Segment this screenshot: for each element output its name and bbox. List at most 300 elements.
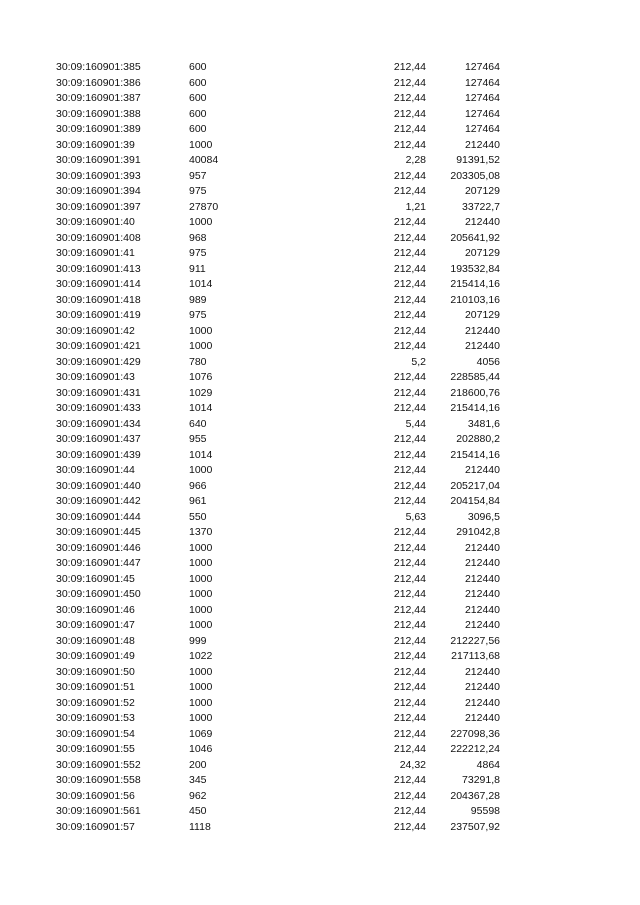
- total-cell: 227098,36: [450, 727, 500, 740]
- total-cell: 218600,76: [450, 386, 500, 399]
- cadastral-number-cell: 30:09:160901:442: [56, 495, 141, 507]
- unit-price-cell: 212,44: [393, 402, 426, 414]
- quantity-cell: 1000: [189, 557, 213, 569]
- total-cell: 212440: [464, 681, 500, 693]
- total-cell: 205641,92: [450, 231, 500, 244]
- quantity-cell: 1014: [189, 448, 213, 461]
- cadastral-number-cell: 30:09:160901:419: [56, 309, 141, 321]
- spacer-cell: [289, 448, 355, 464]
- quantity-cell: 1014: [189, 402, 213, 414]
- quantity-cell: 200: [189, 758, 207, 771]
- unit-price-cell: 212,44: [393, 448, 426, 461]
- unit-price-cell: 212,44: [393, 138, 426, 151]
- quantity-cell: 640: [189, 417, 207, 430]
- unit-price-cell: 212,44: [393, 107, 426, 120]
- unit-price-cell: 212,44: [393, 681, 426, 693]
- table-row: [56, 479, 500, 495]
- spacer-cell: [289, 494, 355, 510]
- table-row: [56, 262, 500, 278]
- quantity-cell: 1029: [189, 386, 213, 399]
- total-cell: 212440: [464, 603, 500, 616]
- total-cell: 212440: [464, 696, 500, 709]
- cadastral-number-cell: 30:09:160901:51: [56, 681, 135, 693]
- unit-price-cell: 212,44: [393, 247, 426, 259]
- quantity-cell: 911: [189, 262, 206, 275]
- total-cell: 205217,04: [450, 479, 500, 492]
- cadastral-number-cell: 30:09:160901:558: [56, 774, 141, 786]
- total-cell: 215414,16: [450, 402, 500, 414]
- unit-price-cell: 212,44: [393, 789, 426, 802]
- unit-price-cell: 212,44: [393, 557, 426, 569]
- cadastral-number-cell: 30:09:160901:388: [56, 107, 141, 120]
- table-row: [56, 773, 500, 789]
- unit-price-cell: 1,21: [405, 200, 426, 213]
- table-row: [56, 169, 500, 185]
- total-cell: 217113,68: [451, 650, 500, 662]
- cadastral-number-cell: 30:09:160901:561: [56, 805, 141, 817]
- unit-price-cell: 212,44: [393, 293, 426, 306]
- quantity-cell: 1370: [189, 526, 213, 538]
- total-cell: 127464: [464, 61, 500, 73]
- quantity-cell: 975: [189, 185, 207, 197]
- unit-price-cell: 212,44: [393, 61, 426, 73]
- quantity-cell: 1000: [189, 588, 213, 600]
- table-row: [56, 231, 500, 247]
- quantity-cell: 1118: [189, 820, 211, 833]
- spacer-cell: [289, 742, 355, 758]
- table-row: [56, 107, 500, 123]
- cadastral-number-cell: 30:09:160901:387: [56, 92, 141, 104]
- quantity-cell: 1000: [189, 696, 213, 709]
- table-row: [56, 184, 500, 200]
- total-cell: 91391,52: [456, 154, 500, 166]
- cadastral-number-cell: 30:09:160901:41: [56, 247, 135, 259]
- table-row: [56, 200, 500, 216]
- cadastral-number-cell: 30:09:160901:418: [56, 293, 141, 306]
- table-row: [56, 215, 500, 231]
- table-row: [56, 153, 500, 169]
- cadastral-number-cell: 30:09:160901:47: [56, 619, 135, 631]
- table-row: [56, 448, 500, 464]
- table-row: [56, 680, 500, 696]
- quantity-cell: 961: [189, 495, 207, 507]
- quantity-cell: 1000: [189, 340, 213, 352]
- cadastral-data-table: [56, 60, 500, 835]
- total-cell: 207129: [464, 185, 500, 197]
- cadastral-number-cell: 30:09:160901:385: [56, 61, 141, 73]
- spacer-cell: [289, 231, 355, 247]
- unit-price-cell: 212,44: [393, 464, 426, 476]
- spacer-cell: [289, 572, 355, 588]
- table-row: [56, 432, 500, 448]
- unit-price-cell: 212,44: [393, 805, 426, 817]
- quantity-cell: 1022: [189, 650, 213, 662]
- unit-price-cell: 212,44: [393, 712, 426, 724]
- total-cell: 212440: [464, 572, 500, 585]
- unit-price-cell: 212,44: [393, 727, 426, 740]
- cadastral-number-cell: 30:09:160901:440: [56, 479, 141, 492]
- unit-price-cell: 212,44: [393, 665, 426, 678]
- spacer-cell: [289, 401, 355, 417]
- cadastral-number-cell: 30:09:160901:444: [56, 510, 141, 523]
- spacer-cell: [289, 773, 355, 789]
- spacer-cell: [289, 727, 355, 743]
- table-row: [56, 293, 500, 309]
- total-cell: 222212,24: [450, 743, 500, 755]
- total-cell: 212440: [464, 588, 500, 600]
- cadastral-number-cell: 30:09:160901:43: [56, 371, 135, 383]
- unit-price-cell: 212,44: [393, 185, 426, 197]
- spacer-cell: [289, 138, 355, 154]
- table-row: [56, 820, 500, 836]
- total-cell: 212440: [464, 541, 500, 554]
- cadastral-number-cell: 30:09:160901:389: [56, 123, 141, 135]
- unit-price-cell: 5,63: [405, 510, 426, 523]
- spacer-cell: [289, 200, 355, 216]
- quantity-cell: 966: [189, 479, 207, 492]
- unit-price-cell: 212,44: [393, 371, 426, 383]
- total-cell: 202880,2: [456, 433, 500, 445]
- table-row: [56, 556, 500, 572]
- cadastral-number-cell: 30:09:160901:429: [56, 355, 141, 368]
- spacer-cell: [289, 587, 355, 603]
- total-cell: 237507,92: [450, 820, 500, 833]
- unit-price-cell: 212,44: [393, 216, 426, 228]
- unit-price-cell: 212,44: [393, 479, 426, 492]
- cadastral-number-cell: 30:09:160901:40: [56, 216, 135, 228]
- quantity-cell: 1000: [189, 541, 213, 554]
- quantity-cell: 1000: [189, 464, 213, 476]
- table-row: [56, 711, 500, 727]
- unit-price-cell: 212,44: [393, 324, 426, 337]
- total-cell: 212440: [464, 216, 500, 228]
- total-cell: 4864: [476, 758, 500, 771]
- total-cell: 95598: [470, 805, 500, 817]
- quantity-cell: 962: [189, 789, 207, 802]
- quantity-cell: 975: [189, 309, 207, 321]
- table-row: [56, 634, 500, 650]
- quantity-cell: 1069: [189, 727, 213, 740]
- spacer-cell: [289, 355, 355, 371]
- table-row: [56, 122, 500, 138]
- spacer-cell: [289, 789, 355, 805]
- total-cell: 212440: [464, 138, 500, 151]
- cadastral-number-cell: 30:09:160901:46: [56, 603, 135, 616]
- unit-price-cell: 5,44: [405, 417, 426, 430]
- unit-price-cell: 212,44: [393, 820, 426, 833]
- unit-price-cell: 212,44: [393, 340, 426, 352]
- table-row: [56, 308, 500, 324]
- quantity-cell: 40084: [189, 154, 219, 166]
- total-cell: 33722,7: [462, 200, 500, 213]
- unit-price-cell: 5,2: [411, 355, 426, 368]
- cadastral-number-cell: 30:09:160901:44: [56, 464, 135, 476]
- cadastral-number-cell: 30:09:160901:433: [56, 402, 141, 414]
- quantity-cell: 1000: [189, 572, 213, 585]
- table-row: [56, 355, 500, 371]
- cadastral-number-cell: 30:09:160901:445: [56, 526, 141, 538]
- unit-price-cell: 212,44: [393, 76, 426, 89]
- table-row: [56, 587, 500, 603]
- total-cell: 212440: [464, 340, 500, 352]
- total-cell: 212440: [464, 324, 500, 337]
- total-cell: 127464: [464, 107, 500, 120]
- cadastral-number-cell: 30:09:160901:386: [56, 76, 141, 89]
- total-cell: 127464: [464, 76, 500, 89]
- table-row: [56, 277, 500, 293]
- unit-price-cell: 212,44: [393, 572, 426, 585]
- spacer-cell: [289, 417, 355, 433]
- spacer-cell: [289, 510, 355, 526]
- table-row: [56, 696, 500, 712]
- spacer-cell: [289, 665, 355, 681]
- spacer-cell: [289, 541, 355, 557]
- quantity-cell: 600: [189, 107, 207, 120]
- unit-price-cell: 212,44: [393, 386, 426, 399]
- unit-price-cell: 212,44: [393, 603, 426, 616]
- table-row: [56, 386, 500, 402]
- unit-price-cell: 212,44: [393, 495, 426, 507]
- quantity-cell: 957: [189, 169, 207, 182]
- cadastral-number-cell: 30:09:160901:446: [56, 541, 141, 554]
- total-cell: 215414,16: [450, 278, 500, 290]
- spacer-cell: [289, 262, 355, 278]
- cadastral-number-cell: 30:09:160901:437: [56, 433, 141, 445]
- total-cell: 228585,44: [450, 371, 500, 383]
- table-row: [56, 76, 500, 92]
- unit-price-cell: 212,44: [393, 92, 426, 104]
- cadastral-number-cell: 30:09:160901:552: [56, 758, 141, 771]
- spacer-cell: [289, 184, 355, 200]
- spacer-cell: [289, 246, 355, 262]
- total-cell: 212440: [464, 464, 500, 476]
- unit-price-cell: 212,44: [393, 619, 426, 631]
- quantity-cell: 600: [189, 61, 207, 73]
- quantity-cell: 955: [189, 433, 207, 445]
- spacer-cell: [289, 277, 355, 293]
- total-cell: 210103,16: [450, 293, 500, 306]
- quantity-cell: 999: [189, 634, 207, 647]
- spacer-cell: [289, 122, 355, 138]
- spacer-cell: [289, 339, 355, 355]
- quantity-cell: 1000: [189, 665, 213, 678]
- unit-price-cell: 212,44: [393, 588, 426, 600]
- spacer-cell: [289, 215, 355, 231]
- unit-price-cell: 212,44: [393, 634, 426, 647]
- table-row: [56, 742, 500, 758]
- spacer-cell: [289, 711, 355, 727]
- total-cell: 291042,8: [456, 526, 500, 538]
- total-cell: 204154,84: [450, 495, 500, 507]
- spacer-cell: [289, 634, 355, 650]
- unit-price-cell: 212,44: [393, 541, 426, 554]
- cadastral-number-cell: 30:09:160901:55: [56, 743, 135, 755]
- cadastral-number-cell: 30:09:160901:53: [56, 712, 135, 724]
- cadastral-number-cell: 30:09:160901:394: [56, 185, 141, 197]
- cadastral-number-cell: 30:09:160901:49: [56, 650, 135, 662]
- total-cell: 212440: [464, 665, 500, 678]
- quantity-cell: 345: [189, 774, 207, 786]
- total-cell: 3096,5: [467, 510, 500, 523]
- unit-price-cell: 212,44: [393, 169, 426, 182]
- spacer-cell: [289, 696, 355, 712]
- table-row: [56, 510, 500, 526]
- spacer-cell: [289, 525, 355, 541]
- spacer-cell: [289, 432, 355, 448]
- quantity-cell: 1000: [189, 712, 213, 724]
- cadastral-number-cell: 30:09:160901:48: [56, 634, 135, 647]
- spacer-cell: [289, 820, 355, 836]
- spacer-cell: [289, 169, 355, 185]
- cadastral-number-cell: 30:09:160901:414: [56, 278, 141, 290]
- table-row: [56, 91, 500, 107]
- table-row: [56, 649, 500, 665]
- table-row: [56, 618, 500, 634]
- cadastral-number-cell: 30:09:160901:42: [56, 324, 135, 337]
- total-cell: 4056: [476, 355, 500, 368]
- table-row: [56, 324, 500, 340]
- cadastral-number-cell: 30:09:160901:439: [56, 448, 141, 461]
- cadastral-number-cell: 30:09:160901:391: [56, 154, 141, 166]
- table-row: [56, 541, 500, 557]
- cadastral-number-cell: 30:09:160901:45: [56, 572, 135, 585]
- quantity-cell: 1000: [189, 138, 213, 151]
- table-row: [56, 494, 500, 510]
- spacer-cell: [289, 804, 355, 820]
- cadastral-number-cell: 30:09:160901:56: [56, 789, 135, 802]
- table-row: [56, 463, 500, 479]
- quantity-cell: 780: [189, 355, 207, 368]
- quantity-cell: 1014: [189, 278, 213, 290]
- unit-price-cell: 212,44: [393, 650, 426, 662]
- unit-price-cell: 2,28: [405, 154, 426, 166]
- total-cell: 212227,56: [450, 634, 500, 647]
- cadastral-number-cell: 30:09:160901:421: [56, 340, 141, 352]
- quantity-cell: 1000: [189, 216, 213, 228]
- spacer-cell: [289, 479, 355, 495]
- cadastral-number-cell: 30:09:160901:413: [56, 262, 141, 275]
- table-row: [56, 758, 500, 774]
- table-row: [56, 665, 500, 681]
- unit-price-cell: 212,44: [393, 696, 426, 709]
- table-row: [56, 417, 500, 433]
- spacer-cell: [289, 370, 355, 386]
- table-row: [56, 138, 500, 154]
- table-row: [56, 603, 500, 619]
- quantity-cell: 975: [189, 247, 207, 259]
- cadastral-number-cell: 30:09:160901:393: [56, 169, 141, 182]
- quantity-cell: 27870: [189, 200, 219, 213]
- total-cell: 127464: [464, 123, 500, 135]
- table-row: [56, 727, 500, 743]
- total-cell: 203305,08: [450, 169, 500, 182]
- total-cell: 127464: [464, 92, 500, 104]
- spacer-cell: [289, 556, 355, 572]
- table-row: [56, 525, 500, 541]
- total-cell: 215414,16: [450, 448, 500, 461]
- quantity-cell: 1076: [189, 371, 213, 383]
- cadastral-number-cell: 30:09:160901:57: [56, 820, 135, 833]
- cadastral-number-cell: 30:09:160901:447: [56, 557, 141, 569]
- spacer-cell: [289, 618, 355, 634]
- spacer-cell: [289, 60, 355, 76]
- table-row: [56, 572, 500, 588]
- quantity-cell: 1000: [189, 619, 213, 631]
- unit-price-cell: 212,44: [393, 262, 426, 275]
- unit-price-cell: 212,44: [393, 278, 426, 290]
- table-row: [56, 339, 500, 355]
- cadastral-number-cell: 30:09:160901:408: [56, 231, 141, 244]
- quantity-cell: 989: [189, 293, 207, 306]
- unit-price-cell: 212,44: [393, 743, 426, 755]
- quantity-cell: 1000: [189, 681, 213, 693]
- spacer-cell: [289, 603, 355, 619]
- spacer-cell: [289, 293, 355, 309]
- unit-price-cell: 212,44: [393, 774, 426, 786]
- quantity-cell: 550: [189, 510, 207, 523]
- spacer-cell: [289, 463, 355, 479]
- quantity-cell: 600: [189, 76, 207, 89]
- quantity-cell: 968: [189, 231, 207, 244]
- total-cell: 212440: [464, 712, 500, 724]
- total-cell: 3481,6: [467, 417, 500, 430]
- cadastral-number-cell: 30:09:160901:50: [56, 665, 135, 678]
- cadastral-number-cell: 30:09:160901:431: [56, 386, 141, 399]
- table-row: [56, 789, 500, 805]
- unit-price-cell: 212,44: [393, 433, 426, 445]
- cadastral-number-cell: 30:09:160901:397: [56, 200, 141, 213]
- spacer-cell: [289, 107, 355, 123]
- quantity-cell: 450: [189, 805, 207, 817]
- unit-price-cell: 212,44: [393, 231, 426, 244]
- total-cell: 207129: [464, 247, 500, 259]
- spacer-cell: [289, 324, 355, 340]
- quantity-cell: 600: [189, 123, 207, 135]
- table-body: [56, 60, 500, 835]
- table-row: [56, 401, 500, 417]
- spacer-cell: [289, 680, 355, 696]
- unit-price-cell: 212,44: [393, 123, 426, 135]
- table-row: [56, 60, 500, 76]
- table-row: [56, 370, 500, 386]
- cadastral-number-cell: 30:09:160901:39: [56, 138, 135, 151]
- total-cell: 193532,84: [450, 262, 500, 275]
- total-cell: 207129: [464, 309, 500, 321]
- cadastral-number-cell: 30:09:160901:450: [56, 588, 141, 600]
- cadastral-number-cell: 30:09:160901:54: [56, 727, 135, 740]
- quantity-cell: 1046: [189, 743, 213, 755]
- cadastral-number-cell: 30:09:160901:434: [56, 417, 141, 430]
- spacer-cell: [289, 649, 355, 665]
- total-cell: 204367,28: [450, 789, 500, 802]
- spacer-cell: [289, 153, 355, 169]
- total-cell: 212440: [464, 557, 500, 569]
- quantity-cell: 600: [189, 92, 207, 104]
- quantity-cell: 1000: [189, 603, 213, 616]
- cadastral-number-cell: 30:09:160901:52: [56, 696, 135, 709]
- unit-price-cell: 212,44: [393, 526, 426, 538]
- total-cell: 212440: [464, 619, 500, 631]
- table-row: [56, 246, 500, 262]
- quantity-cell: 1000: [189, 324, 213, 337]
- total-cell: 73291,8: [462, 774, 500, 786]
- unit-price-cell: 24,32: [399, 758, 426, 771]
- unit-price-cell: 212,44: [393, 309, 426, 321]
- spacer-cell: [289, 308, 355, 324]
- spacer-cell: [289, 758, 355, 774]
- spacer-cell: [289, 76, 355, 92]
- spacer-cell: [289, 386, 355, 402]
